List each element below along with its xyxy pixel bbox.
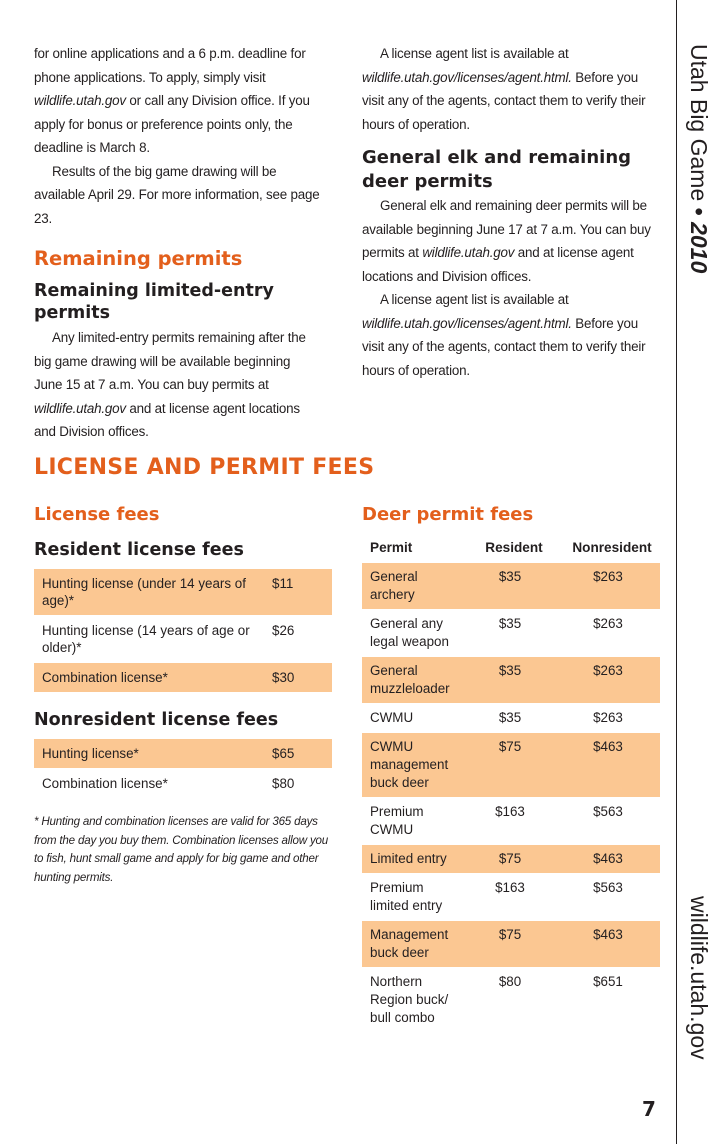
nonresident-license-heading: Nonresident license fees	[34, 710, 279, 730]
resident-price: $80	[464, 968, 556, 1033]
agent-list-paragraph-2: A license agent list is available at wildlife.utah.gov/licenses/agent.html. Before you visit any of the agents, contact them to verify their hours of operation.	[362, 292, 646, 378]
right-column	[362, 42, 662, 382]
table-row	[34, 616, 332, 663]
table-row	[362, 874, 660, 921]
general-elk-paragraph: General elk and remaining deer permits will be available beginning June 17 at 7 a.m. You can buy permits at wildlife.utah.gov and at license agent locations and Division offices.	[362, 198, 651, 284]
permit-name: CWMU management buck deer	[362, 733, 464, 798]
nonresident-price: $651	[556, 968, 660, 1033]
deer-fees-heading: Deer permit fees	[362, 504, 534, 525]
table-row	[34, 739, 332, 769]
left-column	[34, 42, 326, 444]
nonresident-price: $463	[556, 845, 660, 874]
resident-price: $75	[464, 921, 556, 968]
resident-price: $35	[464, 657, 556, 704]
remaining-permits-heading: Remaining permits	[34, 247, 243, 270]
table-row	[362, 798, 660, 845]
resident-price: $35	[464, 610, 556, 657]
table-row	[362, 921, 660, 968]
license-label: Hunting license (under 14 years of age)*	[34, 569, 272, 616]
resident-license-table	[34, 569, 332, 693]
deer-fees-section	[362, 503, 660, 1033]
table-row	[362, 563, 660, 610]
table-row	[362, 845, 660, 874]
nonresident-price: $563	[556, 798, 660, 845]
table-row	[34, 569, 332, 616]
permit-name: Limited entry	[362, 845, 464, 874]
license-fees-section	[34, 503, 332, 887]
nonresident-price: $563	[556, 874, 660, 921]
agent-list-link: wildlife.utah.gov/licenses/agent.html.	[362, 69, 572, 85]
publication-title: Utah Big Game • 2010	[686, 44, 712, 274]
website-url: wildlife.utah.gov	[686, 896, 712, 1060]
table-row	[362, 968, 660, 1033]
license-label: Hunting license*	[34, 739, 272, 769]
nonresident-price: $263	[556, 704, 660, 733]
license-label: Combination license*	[34, 663, 272, 693]
sidebar-rule	[676, 0, 677, 1144]
permit-name: General muzzleloader	[362, 657, 464, 704]
website-link: wildlife.utah.gov	[34, 400, 126, 416]
permit-name: Premium limited entry	[362, 874, 464, 921]
resident-price: $75	[464, 845, 556, 874]
license-price: $30	[272, 663, 332, 693]
license-price: $26	[272, 616, 332, 663]
deer-table-header	[362, 539, 660, 563]
col-nonresident: Nonresident	[572, 540, 652, 555]
resident-price: $163	[464, 798, 556, 845]
col-permit: Permit	[370, 540, 413, 555]
resident-price: $35	[464, 704, 556, 733]
resident-price: $35	[464, 563, 556, 610]
license-price: $80	[272, 769, 332, 799]
table-row	[362, 610, 660, 657]
nonresident-price: $463	[556, 733, 660, 798]
resident-license-heading: Resident license fees	[34, 540, 244, 560]
license-fees-heading: License fees	[34, 504, 160, 525]
deer-fees-table	[362, 539, 660, 1033]
permit-name: CWMU	[362, 704, 464, 733]
nonresident-price: $263	[556, 610, 660, 657]
results-paragraph: Results of the big game drawing will be available April 29. For more information, see page 23.	[34, 163, 320, 226]
nonresident-license-table	[34, 739, 332, 799]
table-row	[34, 769, 332, 799]
resident-price: $75	[464, 733, 556, 798]
application-paragraph: for online applications and a 6 p.m. deadline for phone applications. To apply, simply visit wildlife.utah.gov or call any Division office. If you apply for bonus or preference points only, the deadline is March 8.	[34, 46, 310, 155]
permit-name: General archery	[362, 563, 464, 610]
nonresident-price: $263	[556, 657, 660, 704]
website-link: wildlife.utah.gov	[422, 245, 515, 260]
resident-price: $163	[464, 874, 556, 921]
page-number: 7	[642, 1097, 656, 1121]
fees-section-title: LICENSE AND PERMIT FEES	[34, 455, 375, 480]
table-row	[362, 704, 660, 733]
permit-name: Premium CWMU	[362, 798, 464, 845]
permit-name: General any legal weapon	[362, 610, 464, 657]
license-label: Combination license*	[34, 769, 272, 799]
agent-list-link: wildlife.utah.gov/licenses/agent.html.	[362, 315, 572, 331]
license-footnote: * Hunting and combination licenses are valid for 365 days from the day you buy them. Combination licenses allow you to fish, hunt small game and apply for big game and other hunting permits.	[34, 815, 329, 884]
table-row	[362, 733, 660, 798]
license-label: Hunting license (14 years of age or older)*	[34, 616, 272, 663]
nonresident-price: $263	[556, 563, 660, 610]
table-row	[34, 663, 332, 693]
permit-name: Northern Region buck/ bull combo	[362, 968, 464, 1033]
table-row	[362, 657, 660, 704]
nonresident-price: $463	[556, 921, 660, 968]
license-price: $11	[272, 569, 332, 616]
agent-list-paragraph: A license agent list is available at wildlife.utah.gov/licenses/agent.html. Before you visit any of the agents, contact them to verify their hours of operation.	[362, 46, 646, 132]
permit-name: Management buck deer	[362, 921, 464, 968]
remaining-limited-entry-paragraph: Any limited-entry permits remaining after the big game drawing will be available beginning June 15 at 7 a.m. You can buy permits at wildlife.utah.gov and at license agent locations and Division offices.	[34, 330, 306, 439]
license-price: $65	[272, 739, 332, 769]
remaining-limited-entry-heading: Remaining limited-entry permits	[34, 281, 274, 323]
col-resident: Resident	[485, 540, 543, 555]
general-elk-heading: General elk and remaining deer permits	[362, 147, 632, 192]
website-link: wildlife.utah.gov	[34, 93, 126, 108]
